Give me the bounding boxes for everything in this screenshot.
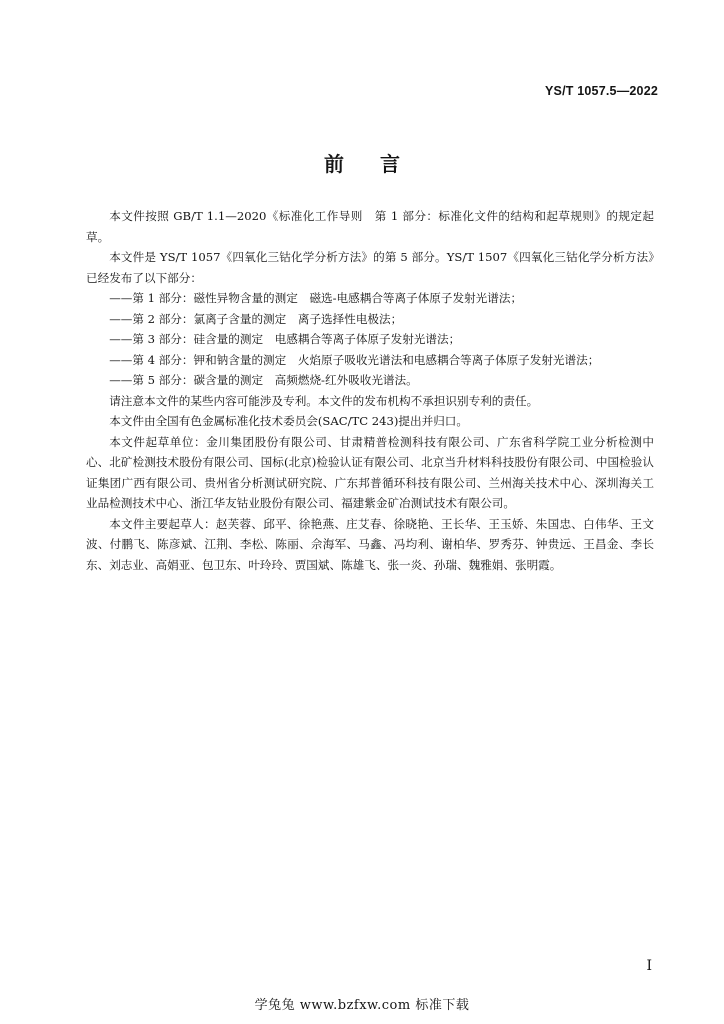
paragraph-committee: 本文件由全国有色金属标准化技术委员会(SAC/TC 243)提出并归口。 xyxy=(109,414,468,428)
paragraph-patent-notice: 请注意本文件的某些内容可能涉及专利。本文件的发布机构不承担识别专利的责任。 xyxy=(109,393,539,408)
part-method: 高频燃烧-红外吸收光谱法。 xyxy=(274,373,418,387)
part-label: ——第 4 部分：钾和钠含量的测定 xyxy=(109,352,287,367)
list-item-part-4 xyxy=(86,350,654,371)
list-item-part-2 xyxy=(86,309,654,330)
page-number: I xyxy=(646,958,652,974)
footer-watermark: 学兔兔 www.bzfxw.com 标准下载 xyxy=(254,998,470,1013)
part-label: ——第 5 部分：碳含量的测定 xyxy=(109,373,264,387)
part-label: ——第 1 部分：磁性异物含量的测定 xyxy=(109,291,298,305)
part-method: 磁选-电感耦合等离子体原子发射光谱法； xyxy=(309,291,523,305)
list-item-part-3 xyxy=(86,329,654,350)
paragraph-part-intro: 本文件是 YS/T 1057《四氧化三钴化学分析方法》的第 5 部分。YS/T 1507《四氧化三钴化学分析方法》已经发布了以下部分： xyxy=(86,250,654,285)
part-method: 电感耦合等离子体原子发射光谱法； xyxy=(274,332,461,346)
page-title: 前言 xyxy=(324,152,436,176)
paragraph-drafters: 本文件主要起草人：赵芙蓉、邱平、徐艳燕、庄艾春、徐晓艳、王长华、王玉娇、朱国忠、白伟华、王文波、付鹏飞、陈彦斌、江荆、李松、陈丽、佘海军、马鑫、冯均利、谢柏华、罗秀芬、钟贵远、王昌金、李长东、刘志业、高娟亚、包卫东、叶玲玲、贾国斌、陈雄飞、张一炎、孙瑞、魏雅娟、张明霞。 xyxy=(86,516,654,572)
paragraph-drafting-units: 本文件起草单位：金川集团股份有限公司、甘肃精普检测科技有限公司、广东省科学院工业分析检测中心、北矿检测技术股份有限公司、国标(北京)检验认证有限公司、北京当升材料科技股份有限公司、中国检验认证集团广西有限公司、贵州省分析测试研究院、广东邦普循环科技有限公司、兰州海关技术中心、深圳海关工业品检测技术中心、浙江华友钴业股份有限公司、福建紫金矿冶测试技术有限公司。 xyxy=(86,434,654,510)
part-method: 火焰原子吸收光谱法和电感耦合等离子体原子发射光谱法； xyxy=(297,352,600,367)
part-label: ——第 2 部分：氯离子含量的测定 xyxy=(109,311,287,326)
list-item-part-1 xyxy=(86,288,654,309)
document-body xyxy=(86,206,654,575)
part-label: ——第 3 部分：硅含量的测定 xyxy=(109,332,264,346)
list-item-part-5 xyxy=(86,370,654,391)
paragraph-drafting-rules: 本文件按照 GB/T 1.1—2020《标准化工作导则 第 1 部分：标准化文件的结构和起草规则》的规定起草。 xyxy=(86,209,654,244)
standard-code: YS/T 1057.5—2022 xyxy=(545,84,658,98)
part-method: 离子选择性电极法； xyxy=(297,311,403,326)
